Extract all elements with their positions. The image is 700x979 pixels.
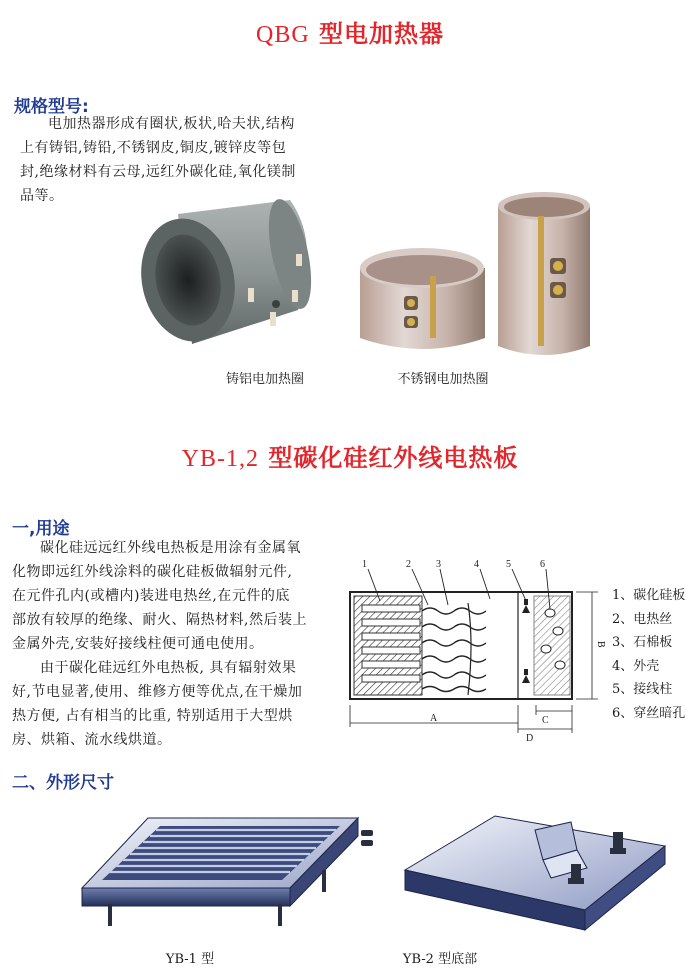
yb2-panel-image — [395, 798, 670, 948]
usage-line: 房、烘箱、流水线烘道。 — [12, 732, 172, 748]
usage-line: 金属外壳,安装好接线柱便可通电使用。 — [12, 636, 264, 652]
cross-section-diagram — [340, 555, 606, 760]
usage-line: 部放有较厚的绝缘、耐火、隔热材料,然后装上 — [12, 612, 307, 628]
heading-text: 型碳化硅红外线电热板 — [268, 444, 519, 472]
callout-label: 1 — [362, 559, 367, 570]
callout-label: 5 — [506, 559, 511, 570]
model-prefix: QBG — [255, 22, 310, 48]
usage-title: 一,用途 — [12, 519, 70, 539]
usage-line: 好,节电显著,使用、维修方便等优点,在干燥加 — [12, 684, 303, 700]
cast-aluminum-heater-image — [130, 192, 330, 362]
usage-line: 化物即远红外线涂料的碳化硅板做辐射元件, — [12, 564, 293, 580]
dimension-label-a: A — [430, 713, 438, 724]
legend-item: 4、外壳 — [612, 658, 660, 674]
caption-yb1: YB-1 型 — [165, 952, 215, 967]
spec-line: 上有铸铝,铸铅,不锈钢皮,铜皮,镀锌皮等包 — [20, 140, 287, 156]
spec-line: 电加热器形成有圈状,板状,哈夫状,结构 — [48, 116, 295, 132]
callout-label: 4 — [474, 559, 479, 570]
spec-line: 品等。 — [20, 188, 64, 204]
usage-line: 由于碳化硅远红外电热板, 具有辐射效果 — [40, 660, 297, 676]
legend-item: 6、穿丝暗孔 — [612, 705, 686, 721]
legend-item: 1、碳化硅板 — [612, 588, 686, 603]
stainless-heater-image — [350, 188, 600, 363]
usage-paragraph-2 — [12, 656, 342, 752]
heading-text: 型电加热器 — [319, 20, 445, 48]
callout-label: 6 — [540, 559, 545, 570]
caption-yb2: YB-2 型底部 — [402, 952, 478, 967]
caption-cast-aluminum: 铸铝电加热圈 — [225, 372, 304, 387]
legend-item: 2、电热丝 — [612, 611, 673, 627]
spec-title: 规格型号: — [14, 97, 89, 117]
model-prefix: YB-1,2 — [181, 446, 259, 472]
legend-item: 3、石棉板 — [612, 635, 673, 650]
callout-label: 3 — [436, 559, 441, 570]
caption-stainless: 不锈钢电加热圈 — [397, 372, 489, 387]
spec-line: 封,绝缘材料有云母,远红外碳化硅,氧化镁制 — [20, 164, 296, 180]
usage-paragraph-1 — [12, 536, 342, 656]
dimensions-title: 二、外形尺寸 — [12, 773, 114, 793]
usage-line: 热方便, 占有相当的比重, 特别适用于大型烘 — [12, 708, 293, 724]
usage-line: 碳化硅远远红外线电热板是用涂有金属氧 — [40, 540, 301, 556]
section-heading — [0, 438, 700, 473]
callout-label: 2 — [406, 559, 411, 570]
yb1-panel-image — [78, 800, 388, 940]
dimension-label-b: B — [595, 641, 606, 648]
legend-item: 5、接线柱 — [612, 682, 673, 697]
diagram-legend — [612, 584, 685, 725]
page-title — [0, 14, 700, 49]
usage-line: 在元件孔内(或槽内)装进电热丝,在元件的底 — [12, 588, 290, 604]
dimension-label-d: D — [526, 733, 534, 744]
dimension-label-c: C — [542, 715, 549, 726]
